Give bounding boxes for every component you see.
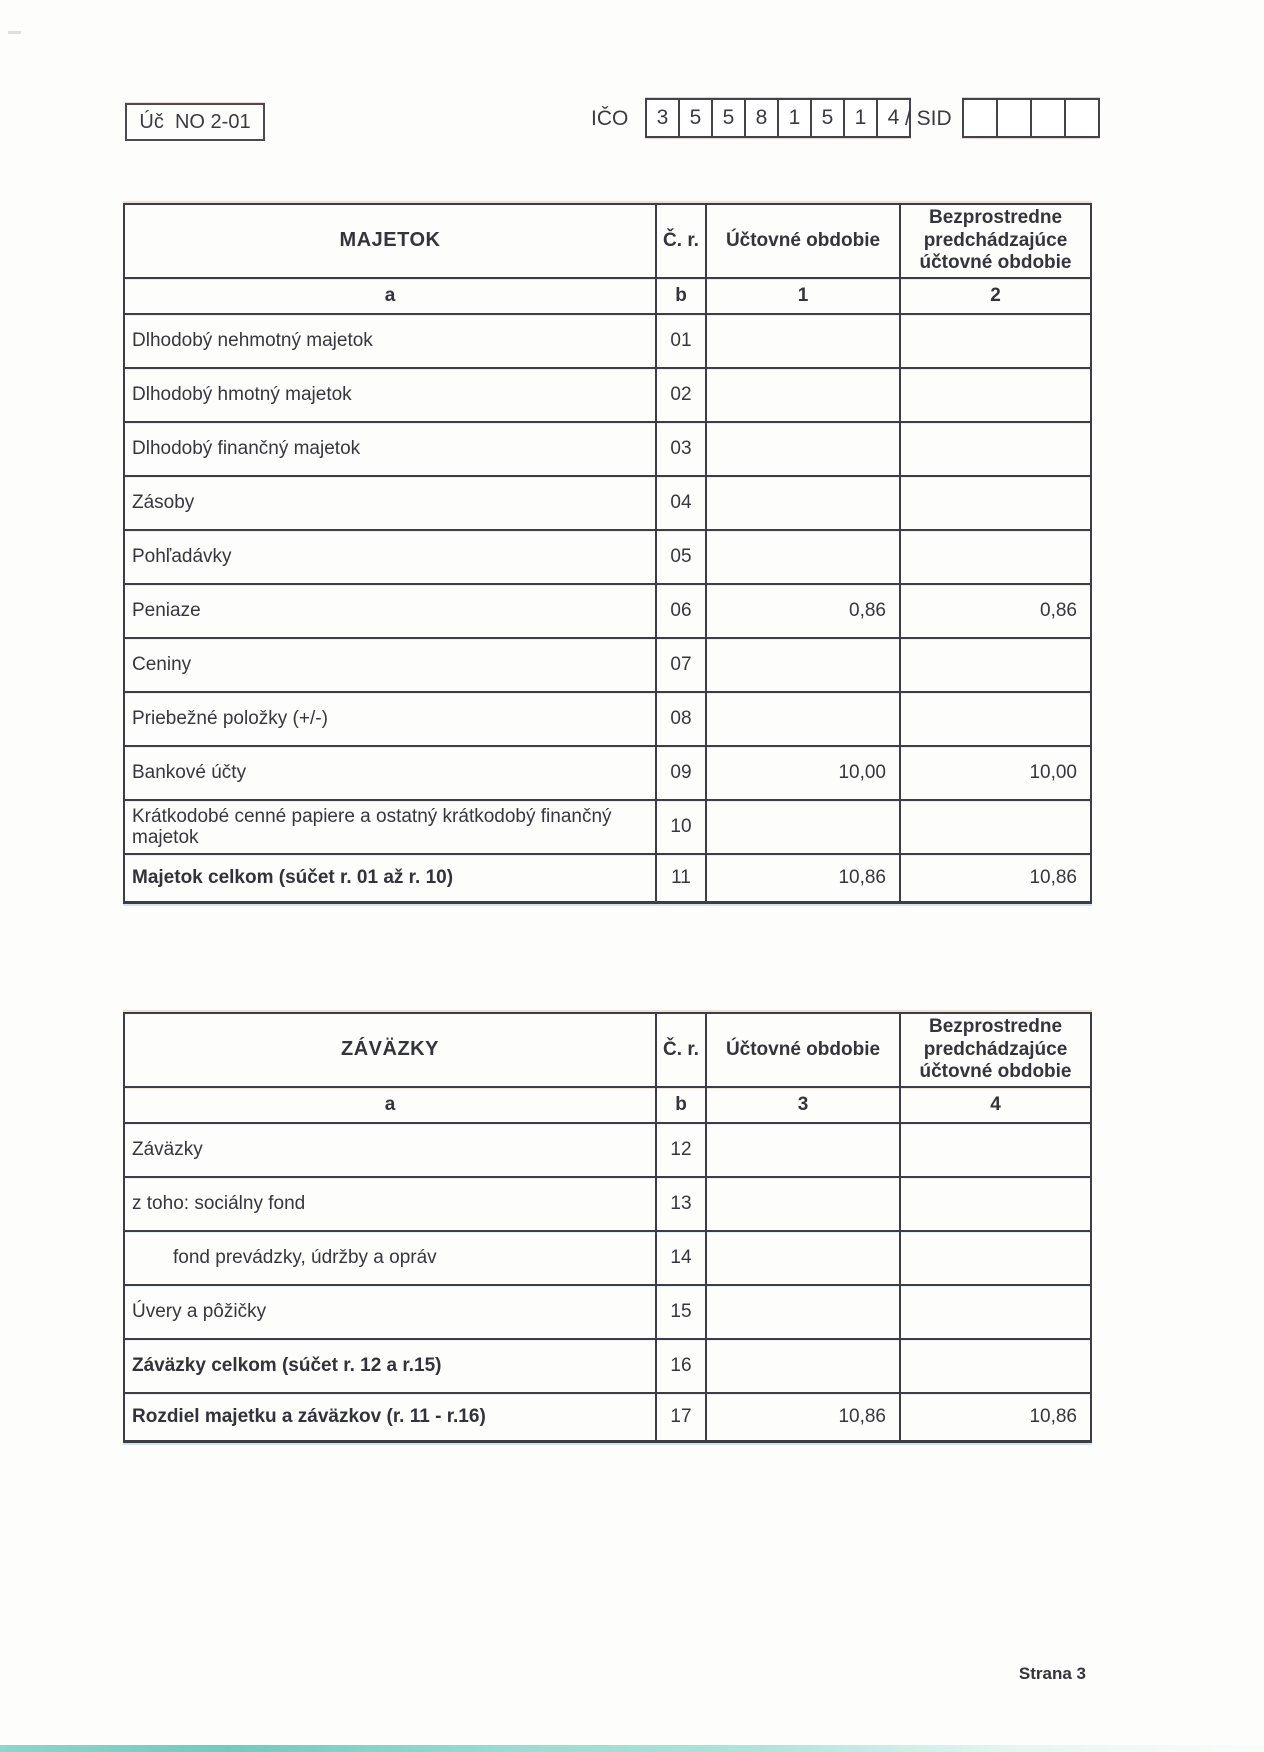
scan-bottom-artifact: [0, 1745, 1264, 1752]
table-row: [125, 1176, 1090, 1230]
table-row: [125, 691, 1090, 745]
ico-digit-grid: [645, 98, 911, 138]
assets-table-subheader: [125, 277, 1090, 313]
row-value-current: [705, 1286, 899, 1338]
table-row: [125, 529, 1090, 583]
row-label: Záväzky: [132, 1139, 203, 1161]
col-header-row-number: Č. r.: [655, 205, 705, 277]
row-value-current: [705, 315, 899, 367]
row-number-cell: 09: [655, 747, 705, 799]
row-value-current: [705, 1124, 899, 1176]
table-row: [125, 421, 1090, 475]
row-value-current: [705, 1232, 899, 1284]
page-number: Strana 3: [1018, 1664, 1086, 1683]
table-row-total: [125, 1338, 1090, 1392]
row-value-current: [705, 801, 899, 853]
row-label: Rozdiel majetku a záväzkov (r. 11 - r.16): [132, 1406, 486, 1428]
row-value-current: [705, 1340, 899, 1392]
row-number-cell: 11: [655, 855, 705, 901]
table-row: [125, 313, 1090, 367]
table-row-total: [125, 853, 1090, 901]
table-row: [125, 1122, 1090, 1176]
ico-label: IČO: [591, 107, 629, 130]
row-value-previous: 10,86: [899, 1394, 1090, 1440]
row-label: fond prevádzky, údržby a opráv: [173, 1247, 437, 1269]
row-number-cell: 13: [655, 1178, 705, 1230]
row-number-cell: 08: [655, 693, 705, 745]
row-value-previous: [899, 477, 1090, 529]
row-label: Dlhodobý finančný majetok: [132, 438, 361, 460]
col-header-current-period: Účtovné obdobie: [705, 1014, 899, 1086]
row-value-previous: [899, 1178, 1090, 1230]
ico-digit-cell: 8: [744, 100, 777, 136]
row-number-cell: 17: [655, 1394, 705, 1440]
row-value-current: 10,00: [705, 747, 899, 799]
row-value-previous: 10,00: [899, 747, 1090, 799]
subheader-4: 4: [899, 1088, 1090, 1122]
row-number-cell: 06: [655, 585, 705, 637]
row-value-previous: [899, 315, 1090, 367]
row-label: Záväzky celkom (súčet r. 12 a r.15): [132, 1355, 442, 1377]
row-value-previous: [899, 1232, 1090, 1284]
row-label: Ceniny: [132, 654, 192, 676]
row-label: Krátkodobé cenné papiere a ostatný krátkodobý finančný majetok: [132, 805, 612, 848]
row-value-current: [705, 423, 899, 475]
table-row: [125, 1230, 1090, 1284]
scan-artifact-dash: [8, 31, 21, 34]
sid-cell-empty: [996, 100, 1030, 136]
row-value-current: [705, 639, 899, 691]
row-value-current: [705, 1178, 899, 1230]
table-row: [125, 367, 1090, 421]
row-label: Majetok celkom (súčet r. 01 až r. 10): [132, 867, 454, 889]
table-title: ZÁVÄZKY: [341, 1038, 439, 1061]
row-value-current: 0,86: [705, 585, 899, 637]
row-label: Úvery a pôžičky: [132, 1301, 267, 1323]
row-label: Dlhodobý nehmotný majetok: [132, 330, 373, 352]
row-number-cell: 01: [655, 315, 705, 367]
row-value-current: [705, 693, 899, 745]
row-label: Priebežné položky (+/-): [132, 708, 328, 730]
col-header-previous-period: Bezprostredne predchádzajúce účtovné obdobie: [899, 1014, 1090, 1086]
row-number-cell: 04: [655, 477, 705, 529]
subheader-2: 2: [899, 279, 1090, 313]
row-value-previous: [899, 531, 1090, 583]
row-value-previous: [899, 801, 1090, 853]
row-number-cell: 10: [655, 801, 705, 853]
row-number-cell: 03: [655, 423, 705, 475]
row-value-previous: [899, 1124, 1090, 1176]
row-label: Bankové účty: [132, 762, 247, 784]
sid-cell-empty: [1064, 100, 1098, 136]
liabilities-table-header: [125, 1014, 1090, 1086]
row-label: z toho: sociálny fond: [132, 1193, 306, 1215]
row-label: Peniaze: [132, 600, 201, 622]
row-value-current: 10,86: [705, 855, 899, 901]
col-header-previous-period: Bezprostredne predchádzajúce účtovné obdobie: [899, 205, 1090, 277]
row-number-cell: 07: [655, 639, 705, 691]
subheader-b: b: [655, 279, 705, 313]
row-value-previous: [899, 369, 1090, 421]
row-value-previous: [899, 639, 1090, 691]
table-row: [125, 799, 1090, 853]
row-value-previous: 10,86: [899, 855, 1090, 901]
row-value-current: [705, 369, 899, 421]
table-row-total: [125, 1392, 1090, 1440]
ico-digit-cell: 5: [678, 100, 711, 136]
liabilities-table: [123, 1012, 1092, 1443]
ico-digit-cell: 1: [777, 100, 810, 136]
form-code-box: [125, 103, 265, 141]
ico-digit-cell: 3: [656, 106, 669, 129]
ico-digit-cell: 1: [843, 100, 876, 136]
table-row: [125, 475, 1090, 529]
ico-digit-cell: 5: [711, 100, 744, 136]
table-row: [125, 1284, 1090, 1338]
sid-cell-empty: [964, 100, 996, 136]
row-number-cell: 16: [655, 1340, 705, 1392]
sid-cell-empty: [1030, 100, 1064, 136]
col-header-row-number: Č. r.: [655, 1014, 705, 1086]
assets-table: [123, 203, 1092, 904]
row-value-current: 10,86: [705, 1394, 899, 1440]
sid-label: / SID: [905, 107, 952, 130]
ico-digit-cell: 4: [876, 100, 909, 136]
subheader-a: a: [384, 1094, 396, 1115]
row-value-previous: 0,86: [899, 585, 1090, 637]
row-value-previous: [899, 423, 1090, 475]
form-code-label: Úč NO 2-01: [139, 110, 251, 133]
row-number-cell: 12: [655, 1124, 705, 1176]
row-value-previous: [899, 693, 1090, 745]
row-number-cell: 14: [655, 1232, 705, 1284]
row-label: Zásoby: [132, 492, 195, 514]
table-row: [125, 637, 1090, 691]
assets-table-header: [125, 205, 1090, 277]
row-value-current: [705, 531, 899, 583]
table-row: [125, 745, 1090, 799]
row-number-cell: 02: [655, 369, 705, 421]
row-value-current: [705, 477, 899, 529]
subheader-a: a: [384, 285, 396, 306]
subheader-1: 1: [705, 279, 899, 313]
row-number-cell: 15: [655, 1286, 705, 1338]
row-value-previous: [899, 1286, 1090, 1338]
liabilities-table-subheader: [125, 1086, 1090, 1122]
table-title: MAJETOK: [339, 229, 441, 252]
row-label: Pohľadávky: [132, 546, 232, 568]
subheader-b: b: [655, 1088, 705, 1122]
col-header-current-period: Účtovné obdobie: [705, 205, 899, 277]
row-value-previous: [899, 1340, 1090, 1392]
ico-digit-cell: 5: [810, 100, 843, 136]
row-label: Dlhodobý hmotný majetok: [132, 384, 352, 406]
subheader-3: 3: [705, 1088, 899, 1122]
sid-box-grid: [962, 98, 1100, 138]
row-number-cell: 05: [655, 531, 705, 583]
table-row: [125, 583, 1090, 637]
